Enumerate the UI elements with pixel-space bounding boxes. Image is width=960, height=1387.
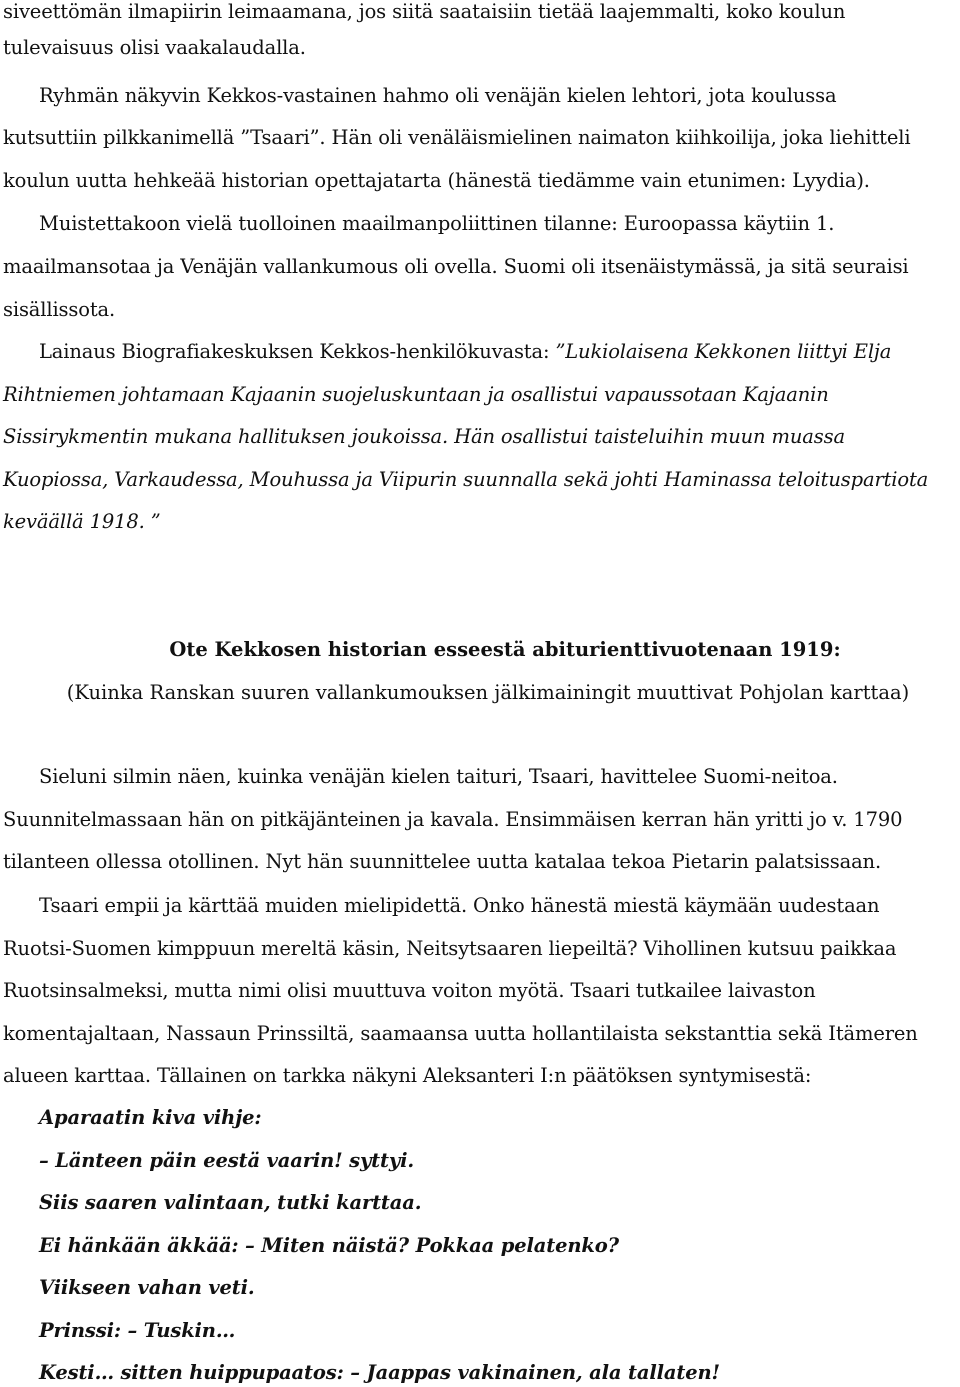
quote-line: Kuopiossa, Varkaudessa, Mouhussa ja Viipurin suunnalla sekä johti Haminassa teloituspartiota xyxy=(3,468,929,491)
text-line: Ruotsinsalmeksi, mutta nimi olisi muuttuva voiton myötä. Tsaari tutkailee laivaston xyxy=(3,979,816,1002)
text-line: alueen karttaa. Tällainen on tarkka näkyni Aleksanteri I:n päätöksen syntymisestä: xyxy=(3,1064,812,1087)
text-line: Ruotsi-Suomen kimppuun mereltä käsin, Neitsytsaaren liepeiltä? Vihollinen kutsuu paikkaa xyxy=(3,937,897,960)
text-line: tulevaisuus olisi vaakalaudalla. xyxy=(3,36,306,59)
text-line: tilanteen ollessa otollinen. Nyt hän suunnittelee uutta katalaa tekoa Pietarin palatsissaan. xyxy=(3,850,882,873)
text-line: Ryhmän näkyvin Kekkos-vastainen hahmo oli venäjän kielen lehtori, jota koulussa xyxy=(39,84,837,107)
poem-line: Ei hänkään äkkää: – Miten näistä? Pokkaa pelatenko? xyxy=(39,1234,619,1257)
text-line: Tsaari empii ja kärttää muiden mielipidettä. Onko hänestä miestä käymään uudestaan xyxy=(39,894,880,917)
poem-line: Siis saaren valintaan, tutki karttaa. xyxy=(39,1191,422,1214)
text-line: Suunnitelmassaan hän on pitkäjänteinen ja kavala. Ensimmäisen kerran hän yritti jo v. 1790 xyxy=(3,808,903,831)
essay-subtitle: (Kuinka Ranskan suuren vallankumouksen jälkimainingit muuttivat Pohjolan karttaa) xyxy=(66,681,910,704)
text-line: maailmansotaa ja Venäjän vallankumous oli ovella. Suomi oli itsenäistymässä, ja sitä seuraisi xyxy=(3,255,909,278)
quote-line: Sissirykmentin mukana hallituksen joukoissa. Hän osallistui taisteluihin muun muassa xyxy=(3,425,845,448)
text-line: Sieluni silmin näen, kuinka venäjän kielen taituri, Tsaari, havittelee Suomi-neitoa. xyxy=(39,765,838,788)
essay-title: Ote Kekkosen historian esseestä abiturienttivuotenaan 1919: xyxy=(169,638,841,661)
text-line: komentajaltaan, Nassaun Prinssiltä, saamaansa uutta hollantilaista sekstanttia sekä Itämeren xyxy=(3,1022,918,1045)
text-line: kutsuttiin pilkkanimellä ”Tsaari”. Hän oli venäläismielinen naimaton kiihkoilija, joka liehitteli xyxy=(3,126,911,149)
text-line xyxy=(39,338,891,366)
quote-intro: Lainaus Biografiakeskuksen Kekkos-henkilökuvasta: xyxy=(39,340,556,363)
poem-line: Kesti… sitten huippupaatos: – Jaappas vakinainen, ala tallaten! xyxy=(39,1361,720,1384)
quote-text: ”Lukiolaisena Kekkonen liittyi Elja xyxy=(555,340,892,363)
text-line: koulun uutta hehkeää historian opettajatarta (hänestä tiedämme vain etunimen: Lyydia). xyxy=(3,169,870,192)
text-line: siveettömän ilmapiirin leimaamana, jos siitä saataisiin tietää laajemmalti, koko koulun xyxy=(3,0,846,23)
poem-line: Aparaatin kiva vihje: xyxy=(39,1106,262,1129)
quote-line: Rihtniemen johtamaan Kajaanin suojeluskuntaan ja osallistui vapaussotaan Kajaanin xyxy=(3,383,829,406)
poem-line: Prinssi: – Tuskin… xyxy=(39,1319,236,1342)
text-line: Muistettakoon vielä tuolloinen maailmanpoliittinen tilanne: Euroopassa käytiin 1. xyxy=(39,212,835,235)
text-line: sisällissota. xyxy=(3,298,116,321)
quote-line: keväällä 1918. ” xyxy=(3,510,161,533)
poem-line: – Länteen päin eestä vaarin! syttyi. xyxy=(39,1149,414,1172)
poem-line: Viikseen vahan veti. xyxy=(39,1276,255,1299)
